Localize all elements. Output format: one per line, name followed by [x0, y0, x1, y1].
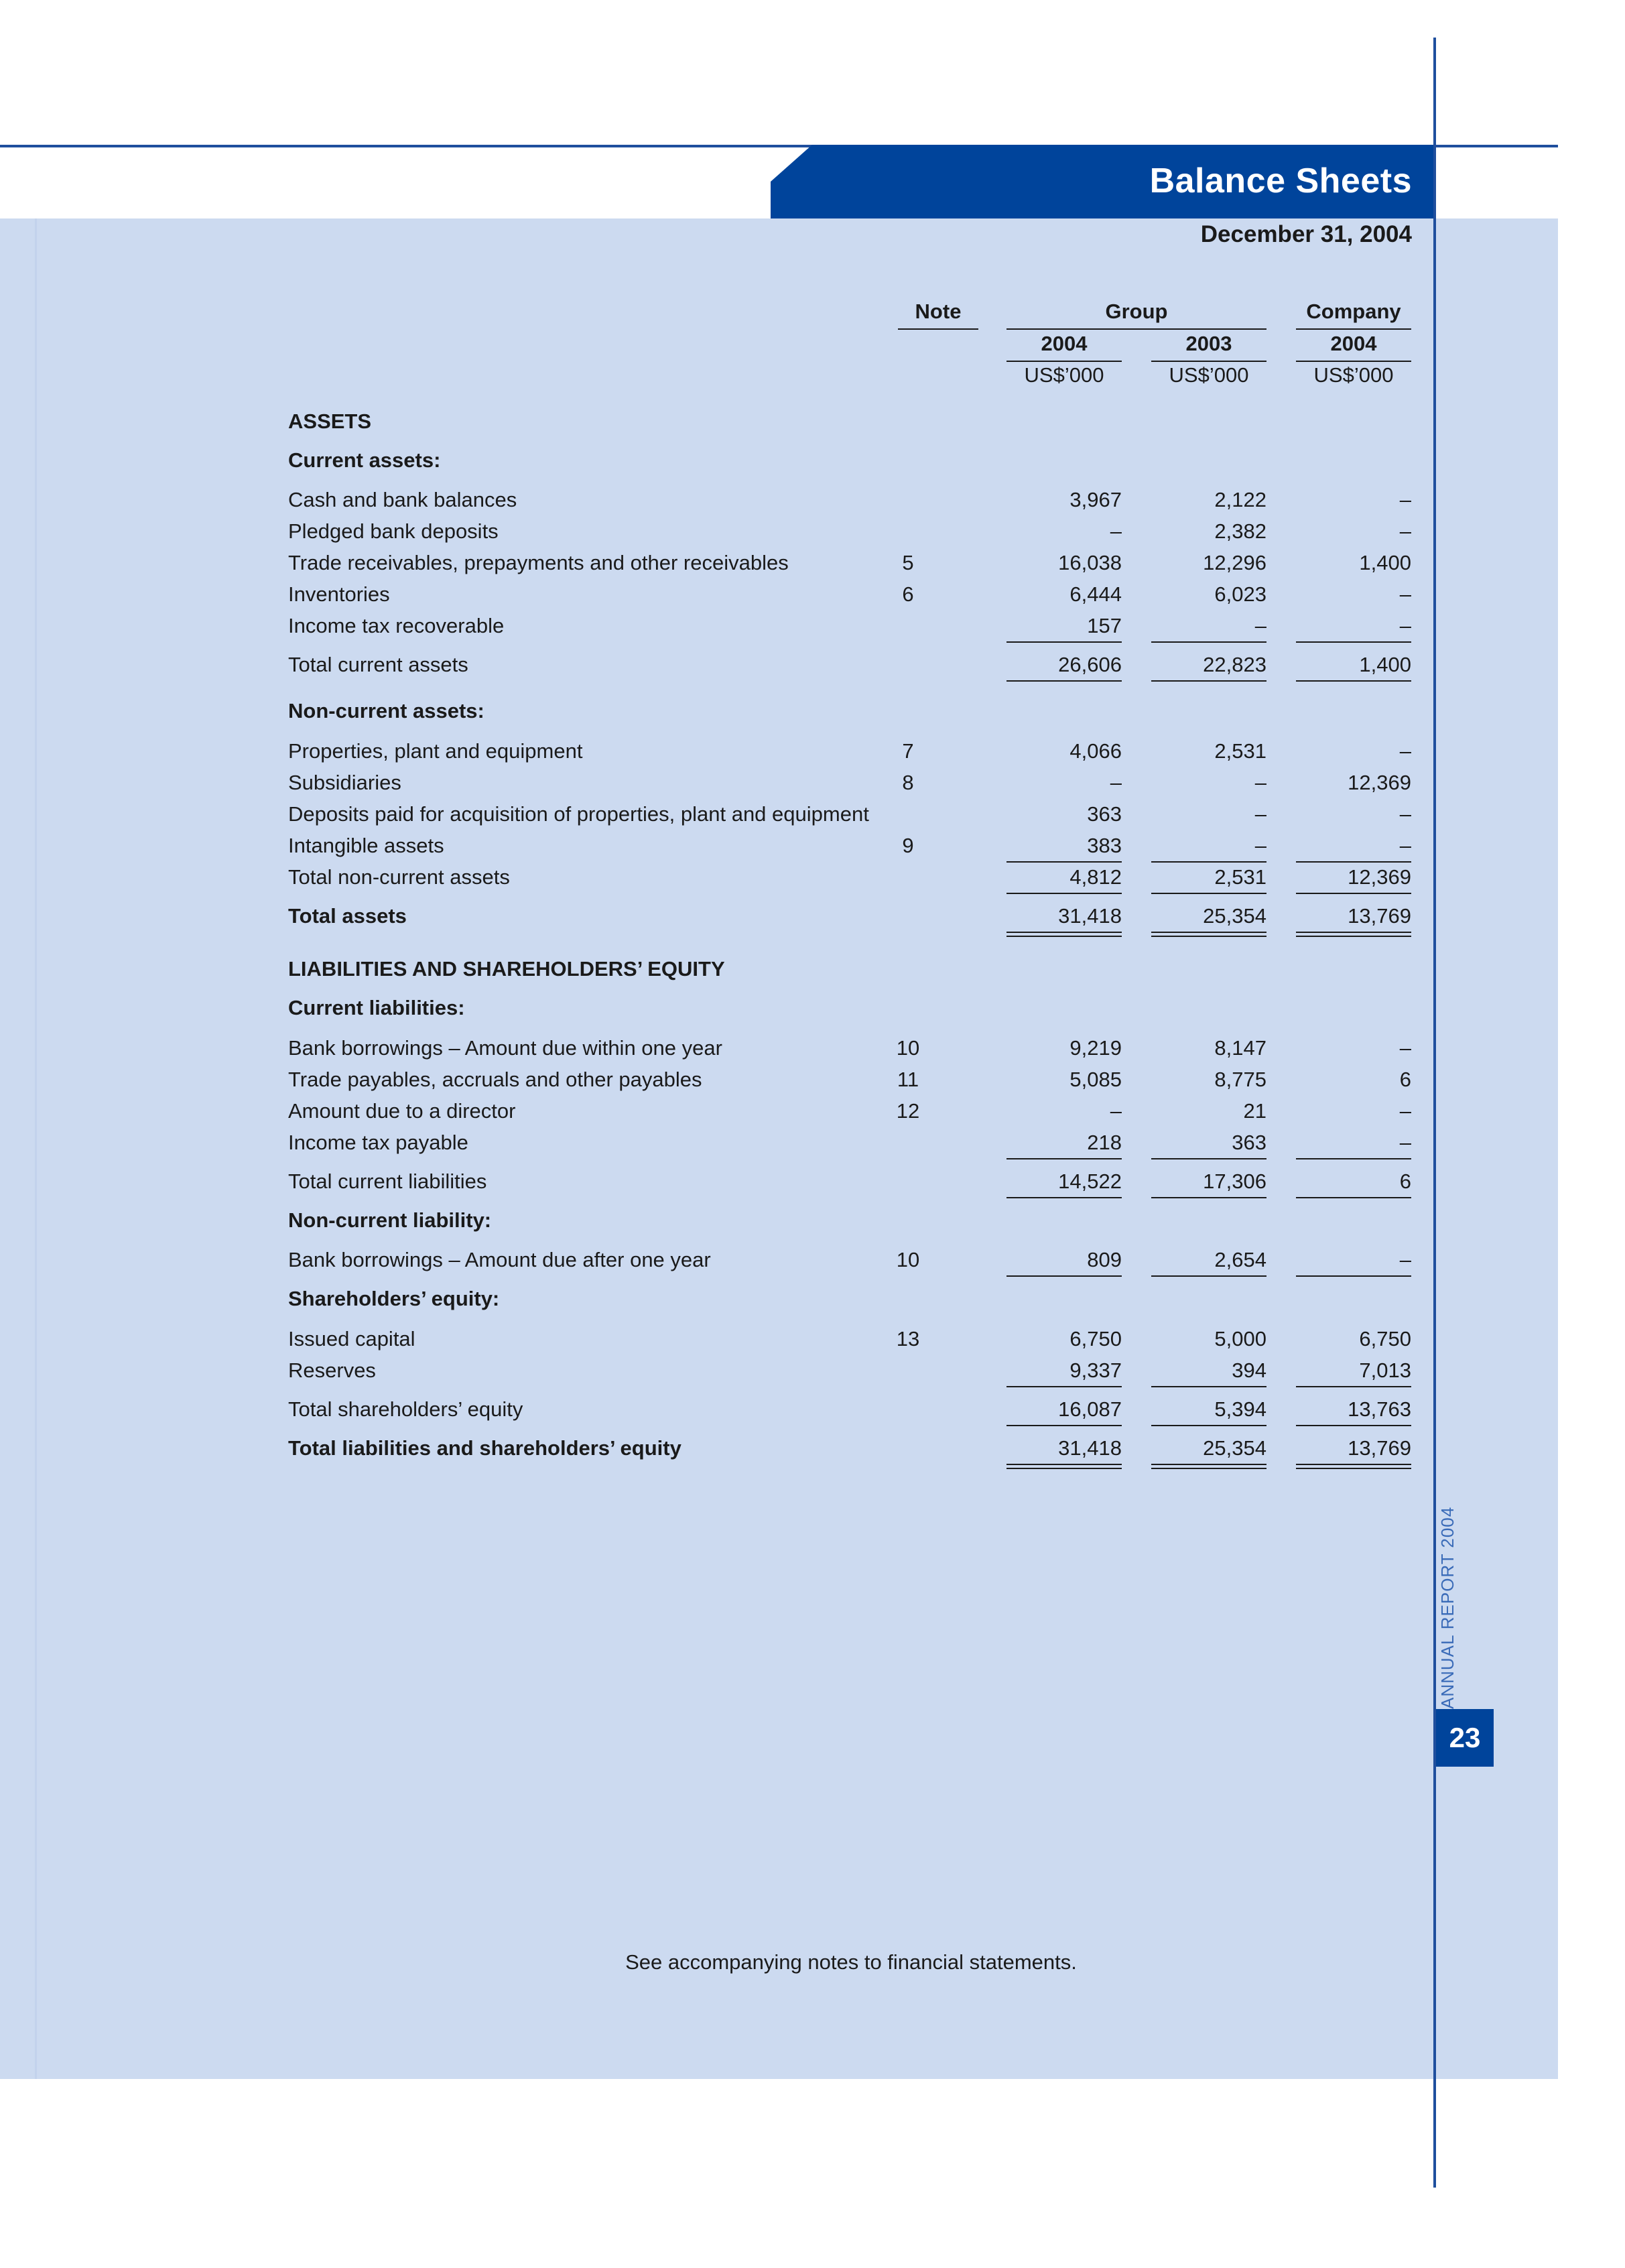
row-label: Subsidiaries: [288, 771, 401, 794]
row-label: Reserves: [288, 1359, 376, 1382]
company-2004-value: 6: [1399, 1068, 1411, 1091]
row-label: Non-current assets:: [288, 699, 484, 722]
single-rule: [1151, 1158, 1266, 1159]
table-row: [288, 1064, 1414, 1095]
company-2004-value: –: [1399, 834, 1411, 857]
note-ref: 7: [902, 739, 914, 763]
table-row: [288, 485, 1414, 515]
single-rule: [1151, 1425, 1266, 1426]
row-label: Current liabilities:: [288, 996, 465, 1019]
table-row: [288, 611, 1414, 641]
table-row: [288, 799, 1414, 830]
row-label: Deposits paid for acquisition of properties, plant and equipment: [288, 802, 869, 826]
company-2004-value: 7,013: [1359, 1359, 1411, 1382]
single-rule: [1151, 680, 1266, 682]
group-2003-value: 6,023: [1214, 582, 1266, 606]
row-label: Pledged bank deposits: [288, 519, 499, 543]
company-2004-value: –: [1399, 582, 1411, 606]
group-2003-value: 8,775: [1214, 1068, 1266, 1091]
single-rule: [1296, 1197, 1411, 1198]
group-2004-value: 31,418: [1058, 904, 1122, 928]
year-header-group-2003: 2003: [1185, 332, 1232, 355]
group-2003-value: –: [1254, 802, 1266, 826]
group-2004-value: 363: [1087, 802, 1122, 826]
row-label: Current assets:: [288, 448, 441, 472]
company-2004-value: –: [1399, 488, 1411, 511]
note-header-underline: [898, 328, 978, 330]
group-2003-value: 17,306: [1203, 1170, 1266, 1193]
company-2004-value: 13,769: [1348, 1436, 1411, 1460]
company-2004-value: –: [1399, 1248, 1411, 1271]
group-2004-value: 16,087: [1058, 1397, 1122, 1421]
group-header: Group: [1105, 300, 1168, 323]
group-2004-value: 26,606: [1058, 653, 1122, 676]
table-row: [288, 954, 1414, 985]
table-row: [288, 1324, 1414, 1354]
group-2003-value: 2,382: [1214, 519, 1266, 543]
table-row: [288, 1355, 1414, 1386]
group-2004-value: 383: [1087, 834, 1122, 857]
double-rule: [1006, 936, 1122, 937]
table-row: [288, 1205, 1414, 1236]
company-2004-value: –: [1399, 519, 1411, 543]
double-rule: [1151, 932, 1266, 933]
table-row: [288, 862, 1414, 893]
group-2004-value: 3,967: [1069, 488, 1122, 511]
statement-date: December 31, 2004: [1200, 221, 1412, 247]
page-number: 23: [1436, 1709, 1494, 1767]
year-underline-3: [1296, 361, 1411, 362]
company-2004-value: 6,750: [1359, 1327, 1411, 1350]
group-2003-value: 25,354: [1203, 904, 1266, 928]
group-2003-value: 21: [1243, 1099, 1266, 1123]
company-2004-value: 6: [1399, 1170, 1411, 1193]
company-2004-value: –: [1399, 802, 1411, 826]
group-2004-value: 31,418: [1058, 1436, 1122, 1460]
row-label: Total current assets: [288, 653, 468, 676]
group-2004-value: –: [1110, 519, 1122, 543]
note-ref: 10: [896, 1248, 920, 1271]
company-2004-value: –: [1399, 614, 1411, 637]
unit-header: US$’000: [1313, 363, 1394, 387]
group-2004-value: 14,522: [1058, 1170, 1122, 1193]
table-row: [288, 736, 1414, 767]
single-rule: [1296, 1386, 1411, 1387]
page-title: Balance Sheets: [1149, 162, 1412, 200]
group-2003-value: –: [1254, 614, 1266, 637]
row-label: Income tax payable: [288, 1131, 468, 1154]
double-rule: [1296, 1468, 1411, 1469]
double-rule: [1296, 1464, 1411, 1465]
row-label: Trade receivables, prepayments and other receivables: [288, 551, 789, 574]
table-row: [288, 516, 1414, 547]
single-rule: [1296, 680, 1411, 682]
row-label: Properties, plant and equipment: [288, 739, 583, 763]
group-2004-value: 218: [1087, 1131, 1122, 1154]
table-row: [288, 406, 1414, 437]
group-2004-value: 4,812: [1069, 865, 1122, 889]
table-row: [288, 1394, 1414, 1425]
company-2004-value: 13,769: [1348, 904, 1411, 928]
group-2004-value: 6,444: [1069, 582, 1122, 606]
group-2003-value: 363: [1232, 1131, 1266, 1154]
company-2004-value: –: [1399, 1036, 1411, 1060]
row-label: LIABILITIES AND SHAREHOLDERS’ EQUITY: [288, 957, 725, 981]
double-rule: [1151, 936, 1266, 937]
company-2004-value: –: [1399, 739, 1411, 763]
single-rule: [1296, 1158, 1411, 1159]
row-label: Inventories: [288, 582, 390, 606]
table-row: [288, 649, 1414, 680]
group-2003-value: –: [1254, 834, 1266, 857]
table-row: [288, 1033, 1414, 1064]
row-label: Cash and bank balances: [288, 488, 517, 511]
double-rule: [1006, 932, 1122, 933]
group-2004-value: 4,066: [1069, 739, 1122, 763]
right-margin-rule: [1433, 38, 1436, 2188]
double-rule: [1151, 1464, 1266, 1465]
row-label: Amount due to a director: [288, 1099, 516, 1123]
table-row: [288, 1096, 1414, 1127]
row-label: Intangible assets: [288, 834, 444, 857]
group-2003-value: 8,147: [1214, 1036, 1266, 1060]
company-2004-value: 12,369: [1348, 771, 1411, 794]
single-rule: [1006, 1275, 1122, 1277]
note-ref: 8: [902, 771, 914, 794]
annual-report-label: ANNUAL REPORT 2004: [1437, 1506, 1457, 1709]
table-row: [288, 767, 1414, 798]
company-2004-value: 1,400: [1359, 551, 1411, 574]
double-rule: [1296, 932, 1411, 933]
row-label: Shareholders’ equity:: [288, 1287, 500, 1310]
group-2003-value: –: [1254, 771, 1266, 794]
company-header-underline: [1296, 328, 1411, 330]
row-label: Total current liabilities: [288, 1170, 487, 1193]
single-rule: [1151, 893, 1266, 894]
group-2004-value: 809: [1087, 1248, 1122, 1271]
double-rule: [1151, 1468, 1266, 1469]
row-label: Total shareholders’ equity: [288, 1397, 523, 1421]
table-row: [288, 445, 1414, 476]
note-ref: 11: [897, 1068, 919, 1091]
group-2004-value: 5,085: [1069, 1068, 1122, 1091]
group-2004-value: 157: [1087, 614, 1122, 637]
single-rule: [1296, 641, 1411, 643]
group-2003-value: 5,000: [1214, 1327, 1266, 1350]
table-row: [288, 1127, 1414, 1158]
double-rule: [1296, 936, 1411, 937]
group-2003-value: 394: [1232, 1359, 1266, 1382]
single-rule: [1006, 893, 1122, 894]
single-rule: [1151, 1197, 1266, 1198]
group-2003-value: 22,823: [1203, 653, 1266, 676]
year-underline-2: [1151, 361, 1266, 362]
note-header: Note: [915, 300, 962, 323]
single-rule: [1151, 641, 1266, 643]
group-2004-value: 16,038: [1058, 551, 1122, 574]
table-row: [288, 901, 1414, 932]
group-2004-value: –: [1110, 771, 1122, 794]
table-row: [288, 548, 1414, 578]
group-2004-value: –: [1110, 1099, 1122, 1123]
group-2003-value: 5,394: [1214, 1397, 1266, 1421]
row-label: Bank borrowings – Amount due after one year: [288, 1248, 711, 1271]
single-rule: [1296, 893, 1411, 894]
note-ref: 13: [896, 1327, 920, 1350]
single-rule: [1151, 1386, 1266, 1387]
single-rule: [1151, 1275, 1266, 1277]
group-2003-value: 2,122: [1214, 488, 1266, 511]
table-row: [288, 696, 1414, 727]
group-2003-value: 12,296: [1203, 551, 1266, 574]
single-rule: [1006, 641, 1122, 643]
single-rule: [1006, 680, 1122, 682]
group-2003-value: 2,531: [1214, 865, 1266, 889]
double-rule: [1006, 1468, 1122, 1469]
double-rule: [1006, 1464, 1122, 1465]
table-row: [288, 993, 1414, 1023]
footnote: See accompanying notes to financial statements.: [625, 1950, 1077, 1974]
group-2003-value: 2,531: [1214, 739, 1266, 763]
year-underline-1: [1006, 361, 1122, 362]
table-row: [288, 1283, 1414, 1314]
single-rule: [1006, 1425, 1122, 1426]
single-rule: [1296, 1425, 1411, 1426]
company-header: Company: [1306, 300, 1401, 323]
unit-header: US$’000: [1169, 363, 1249, 387]
group-2004-value: 6,750: [1069, 1327, 1122, 1350]
row-label: Total non-current assets: [288, 865, 510, 889]
group-2003-value: 2,654: [1214, 1248, 1266, 1271]
row-label: Non-current liability:: [288, 1208, 492, 1232]
panel-edge: [35, 218, 37, 2079]
company-2004-value: 12,369: [1348, 865, 1411, 889]
table-row: [288, 1433, 1414, 1464]
table-row: [288, 1166, 1414, 1197]
company-2004-value: –: [1399, 1131, 1411, 1154]
single-rule: [1296, 1275, 1411, 1277]
row-label: Bank borrowings – Amount due within one year: [288, 1036, 722, 1060]
row-label: Trade payables, accruals and other payables: [288, 1068, 702, 1091]
row-label: Total assets: [288, 904, 407, 928]
company-2004-value: –: [1399, 1099, 1411, 1123]
table-row: [288, 830, 1414, 861]
company-2004-value: 13,763: [1348, 1397, 1411, 1421]
single-rule: [1006, 1158, 1122, 1159]
group-2004-value: 9,219: [1069, 1036, 1122, 1060]
group-header-underline: [1006, 328, 1266, 330]
group-2004-value: 9,337: [1069, 1359, 1122, 1382]
table-row: [288, 579, 1414, 610]
year-header-group-2004: 2004: [1041, 332, 1088, 355]
company-2004-value: 1,400: [1359, 653, 1411, 676]
note-ref: 10: [896, 1036, 920, 1060]
single-rule: [1006, 1197, 1122, 1198]
row-label: ASSETS: [288, 410, 372, 433]
year-header-company-2004: 2004: [1330, 332, 1377, 355]
row-label: Income tax recoverable: [288, 614, 505, 637]
group-2003-value: 25,354: [1203, 1436, 1266, 1460]
note-ref: 6: [902, 582, 914, 606]
note-ref: 5: [902, 551, 914, 574]
row-label: Issued capital: [288, 1327, 415, 1350]
note-ref: 9: [902, 834, 914, 857]
row-label: Total liabilities and shareholders’ equity: [288, 1436, 681, 1460]
single-rule: [1006, 1386, 1122, 1387]
table-row: [288, 1245, 1414, 1275]
unit-header: US$’000: [1024, 363, 1104, 387]
note-ref: 12: [896, 1099, 920, 1123]
